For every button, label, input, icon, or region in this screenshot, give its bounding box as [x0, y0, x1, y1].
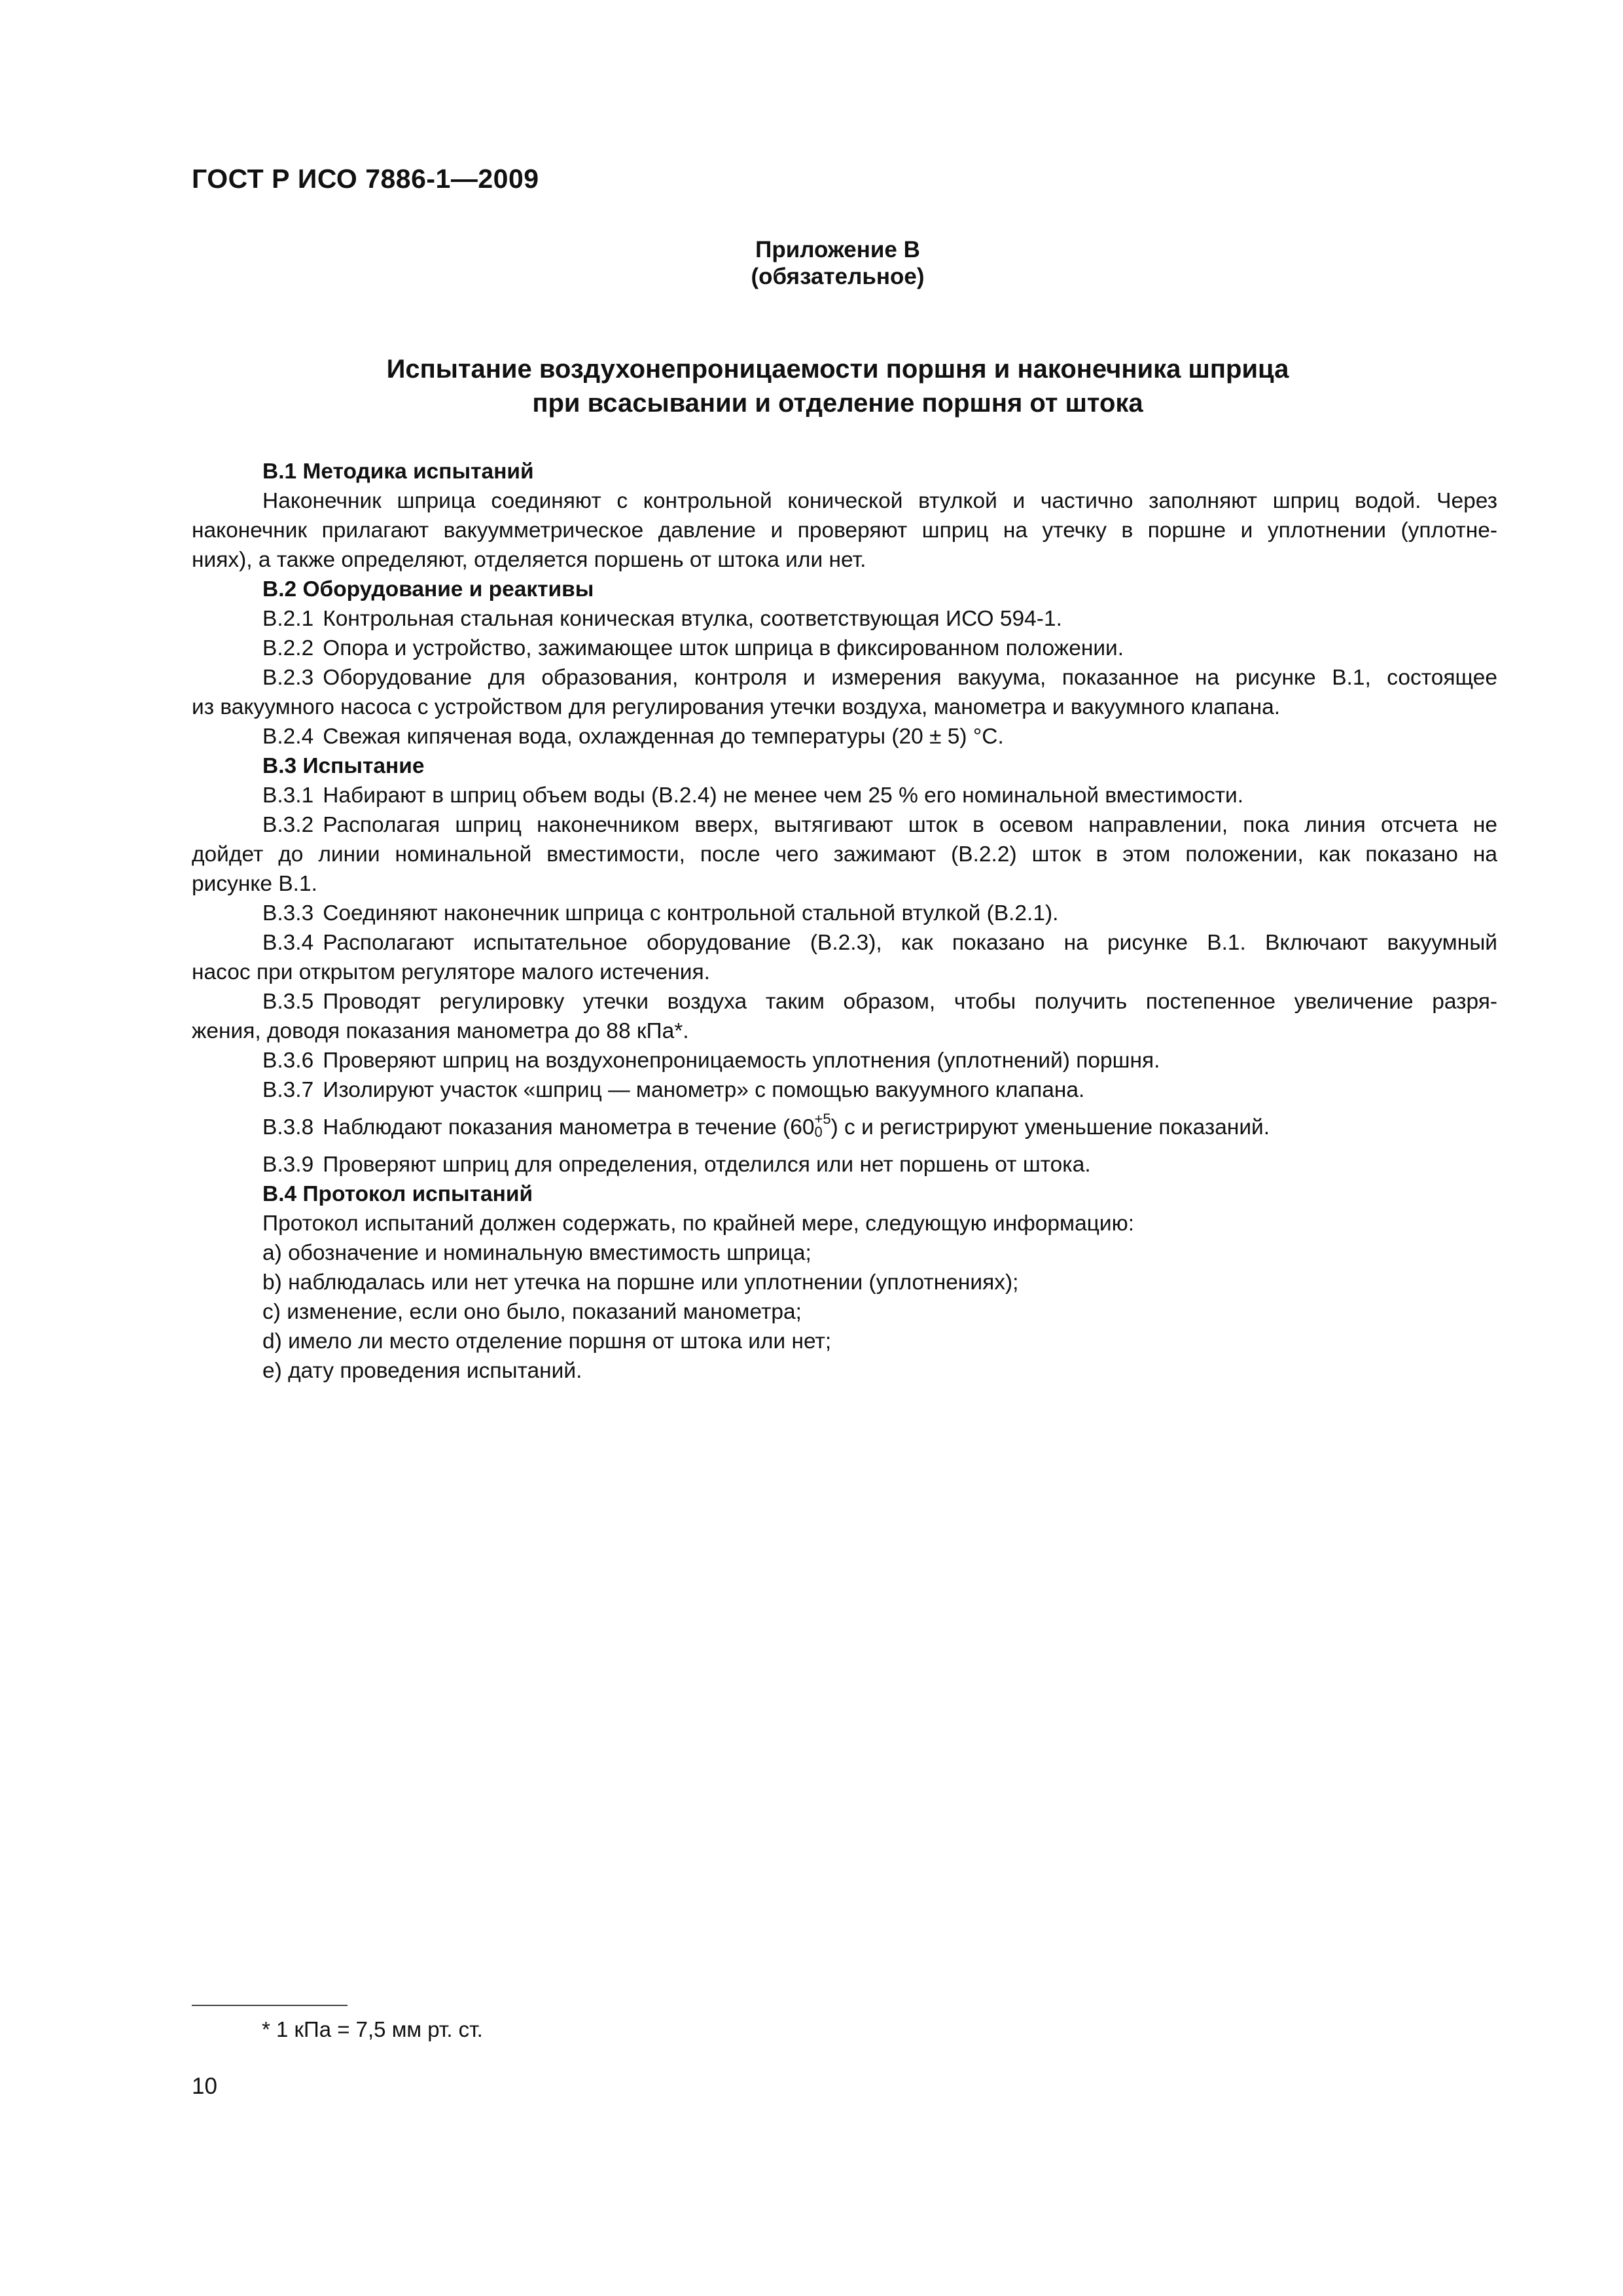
clause-text: Соединяют наконечник шприца с контрольной стальной втулкой (В.2.1). [323, 901, 1059, 925]
clause-b3-3 [192, 899, 1497, 928]
clause-text: Проводят регулировку утечки воздуха таким образом, чтобы получить постепенное увеличение разря- [323, 990, 1497, 1014]
clause-number: В.3.1 [262, 783, 314, 808]
clause-b3-6 [192, 1046, 1497, 1075]
clause-b3-8 [192, 1113, 1497, 1142]
clause-b3-5-line-2: жения, доводя показания манометра до 88 кПа*. [192, 1019, 689, 1043]
clause-text: Оборудование для образования, контроля и измерения вакуума, показанное на рисунке В.1, состоящее [323, 666, 1497, 690]
list-item: b) наблюдалась или нет утечка на поршне или уплотнении (уплотнениях); [262, 1270, 1019, 1295]
paragraph-b1-line-3: ниях), а также определяют, отделяется поршень от штока или нет. [192, 548, 866, 572]
clause-number: В.3.6 [262, 1049, 314, 1073]
clause-text: Проверяют шприц для определения, отделился или нет поршень от штока. [323, 1153, 1091, 1177]
clause-text: Опора и устройство, зажимающее шток шприца в фиксированном положении. [323, 636, 1124, 660]
paragraph-b1-line-2: наконечник прилагают вакуумметрическое давление и проверяют шприц на утечку в поршне и уплотнении (уплотне- [192, 518, 1497, 543]
clause-text: Контрольная стальная коническая втулка, соответствующая ИСО 594-1. [323, 607, 1062, 631]
annex-status: (обязательное) [751, 264, 925, 289]
paragraph-b1-line-1: Наконечник шприца соединяют с контрольной конической втулкой и частично заполняют шприц водой. Через [262, 489, 1497, 513]
clause-b3-5-line-1 [192, 987, 1497, 1016]
list-item: е) дату проведения испытаний. [262, 1359, 582, 1383]
clause-number: В.3.8 [262, 1115, 314, 1139]
clause-b3-9 [192, 1150, 1497, 1179]
clause-text: Изолируют участок «шприц — манометр» с помощью вакуумного клапана. [323, 1078, 1085, 1102]
section-heading-b1: В.1 Методика испытаний [262, 459, 534, 484]
clause-b3-4-line-2: насос при открытом регуляторе малого истечения. [192, 960, 710, 984]
section-heading-b2: В.2 Оборудование и реактивы [262, 577, 594, 601]
clause-number: В.2.3 [262, 666, 314, 690]
clause-text: Проверяют шприц на воздухонепроницаемость уплотнения (уплотнений) поршня. [323, 1049, 1160, 1073]
clause-b3-2-line-2: дойдет до линии номинальной вместимости, после чего зажимают (В.2.2) шток в этом положении, как показано на [192, 842, 1497, 867]
clause-b2-2 [192, 634, 1497, 663]
clause-b2-3-line-1 [192, 663, 1497, 692]
clause-number: В.3.5 [262, 990, 314, 1014]
clause-b2-4 [192, 722, 1497, 751]
document-title-line-1: Испытание воздухонепроницаемости поршня и наконечника шприца [386, 355, 1289, 384]
clause-text: Располагают испытательное оборудование (В.2.3), как показано на рисунке В.1. Включают вакуумный [323, 931, 1497, 955]
clause-number: В.3.9 [262, 1153, 314, 1177]
clause-number: В.3.2 [262, 813, 314, 837]
spacer [192, 1142, 1497, 1150]
clause-number: В.2.2 [262, 636, 314, 660]
clause-b2-1 [192, 604, 1497, 634]
clause-text-end: ) с и регистрируют уменьшение показаний. [830, 1115, 1270, 1139]
page-number: 10 [192, 2073, 217, 2099]
clause-text: Свежая кипяченая вода, охлажденная до температуры (20 ± 5) °С. [323, 725, 1004, 749]
footnote-separator [192, 2005, 348, 2006]
list-item: d) имело ли место отделение поршня от штока или нет; [262, 1329, 832, 1354]
protocol-intro: Протокол испытаний должен содержать, по крайней мере, следующую информацию: [262, 1211, 1135, 1236]
clause-b3-1 [192, 781, 1497, 810]
clause-b3-7 [192, 1075, 1497, 1105]
section-heading-b3: В.3 Испытание [262, 754, 425, 778]
standard-designation: ГОСТ Р ИСО 7886-1—2009 [192, 164, 539, 194]
clause-number: В.2.4 [262, 725, 314, 749]
clause-text-start: Наблюдают показания манометра в течение (60 [323, 1115, 815, 1139]
clause-b3-2-line-1 [192, 810, 1497, 840]
annex-title: Приложение В [755, 237, 920, 262]
clause-b3-2-line-3: рисунке В.1. [192, 872, 317, 896]
tolerance-lower: 0 [814, 1124, 823, 1141]
document-body [192, 457, 1497, 1386]
clause-text: Набирают в шприц объем воды (В.2.4) не менее чем 25 % его номинальной вместимости. [323, 783, 1244, 808]
footnote: * 1 кПа = 7,5 мм рт. ст. [262, 2017, 483, 2041]
list-item: а) обозначение и номинальную вместимость шприца; [262, 1241, 812, 1265]
section-heading-b4: В.4 Протокол испытаний [262, 1182, 533, 1206]
document-title-line-2: при всасывании и отделение поршня от штока [532, 389, 1143, 418]
list-item: с) изменение, если оно было, показаний манометра; [262, 1300, 802, 1324]
clause-number: В.2.1 [262, 607, 314, 631]
tolerance [814, 1113, 830, 1139]
spacer [192, 1105, 1497, 1113]
tolerance-upper: +5 [814, 1111, 831, 1128]
clause-number: В.3.7 [262, 1078, 314, 1102]
clause-number: В.3.3 [262, 901, 314, 925]
clause-text: Располагая шприц наконечником вверх, вытягивают шток в осевом направлении, пока линия отсчета не [323, 813, 1497, 837]
clause-number: В.3.4 [262, 931, 314, 955]
clause-b3-4-line-1 [192, 928, 1497, 958]
clause-b2-3-line-2: из вакуумного насоса с устройством для регулирования утечки воздуха, манометра и вакуумного клапана. [192, 695, 1281, 719]
